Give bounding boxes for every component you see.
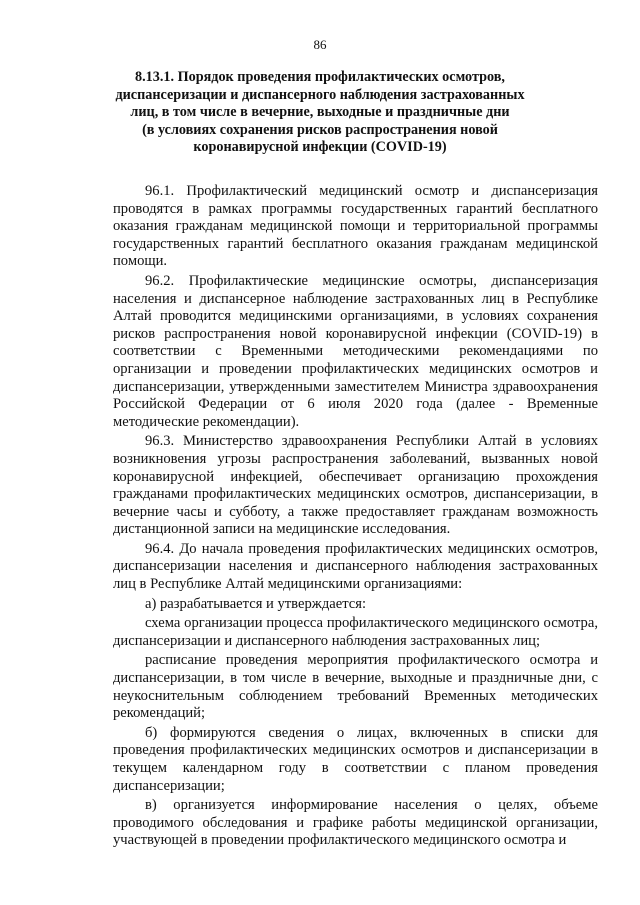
paragraph-96-2: 96.2. Профилактические медицинские осмотры, диспансеризация населения и диспансерное наблюдение застрахованных лиц в Республике Алтай проводится медицинскими организациями, в условиях сохранения рисков распространения новой коронавирусной инфекции (COVID-19) в соответствии с Временными методическими рекомендациями по организации и проведении профилактических медицинских осмотров и диспансеризации, утвержденными заместителем Министра здравоохранения Российской Федерации от 6 июля 2020 года (далее - Временные методические рекомендации). [113,272,598,430]
paragraph-96-4: 96.4. До начала проведения профилактических медицинских осмотров, диспансеризации населения и диспансерного наблюдения застрахованных лиц в Республике Алтай медицинскими организациями: [113,540,598,593]
section-title-line: диспансеризации и диспансерного наблюдения застрахованных [115,86,525,103]
list-item-b: б) формируются сведения о лицах, включенных в списки для проведения профилактических медицинских осмотров и диспансеризации в текущем календарном году в соответствии с планом проведения диспансеризации; [113,724,598,794]
page-number: 86 [313,37,327,52]
document-body [113,183,598,850]
list-subitem-scheme: схема организации процесса профилактического медицинского осмотра, диспансеризации и диспансерного наблюдения застрахованных лиц; [113,615,598,649]
section-title-line: коронавирусной инфекции (COVID-19) [193,139,447,155]
section-title [110,69,530,157]
section-title-line: лиц, в том числе в вечерние, выходные и праздничные дни [130,104,510,120]
section-title-line: 8.13.1. Порядок проведения профилактических осмотров, [135,69,505,85]
list-item-a: а) разрабатывается и утверждается: [145,595,367,612]
list-subitem-schedule: расписание проведения мероприятия профилактического осмотра и диспансеризации, в том числе в вечерние, выходные и праздничные дни, с неукоснительным соблюдением требований Временных методических рекомендаций; [113,652,598,722]
list-item-v: в) организуется информирование населения о целях, объеме проводимого обследования и графике работы медицинской организации, участвующей в проведении профилактического медицинского осмотра и [113,797,598,849]
paragraph-96-1: 96.1. Профилактический медицинский осмотр и диспансеризация проводятся в рамках программы государственных гарантий бесплатного оказания гражданам медицинской помощи и территориальной программы государственных гарантий бесплатного оказания гражданам медицинской помощи. [113,183,598,270]
section-title-line: (в условиях сохранения рисков распространения новой [142,121,498,138]
paragraph-96-3: 96.3. Министерство здравоохранения Республики Алтай в условиях возникновения угрозы распространения заболеваний, вызванных новой коронавирусной инфекцией, обеспечивает организацию прохождения гражданами профилактических медицинских осмотров, диспансеризации, в вечерние часы и субботу, а также предоставляет гражданам возможность дистанционной записи на медицинские исследования. [113,433,598,538]
